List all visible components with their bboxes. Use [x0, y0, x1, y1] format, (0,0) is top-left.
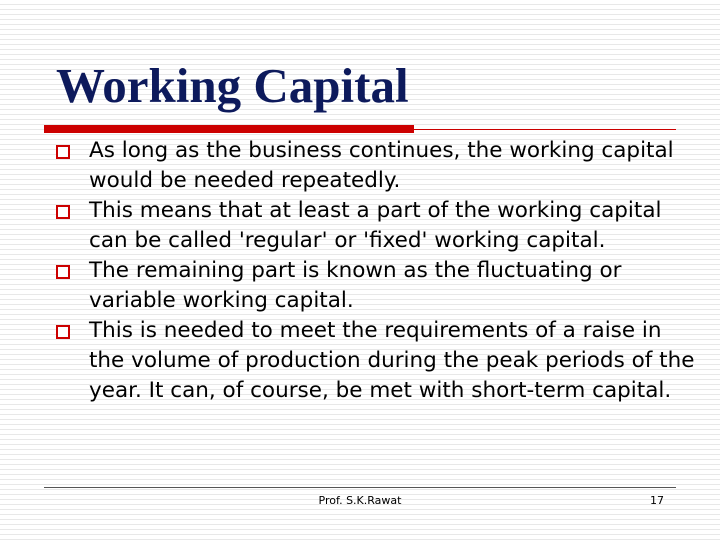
title-underline-bar — [44, 125, 414, 133]
hollow-square-bullet-icon — [56, 145, 70, 159]
bullet-item — [56, 316, 696, 406]
bullet-item — [56, 136, 696, 196]
bullet-list — [56, 136, 696, 406]
hollow-square-bullet-icon — [56, 205, 70, 219]
hollow-square-bullet-icon — [56, 265, 70, 279]
hollow-square-bullet-icon — [56, 325, 70, 339]
page-number: 17 — [650, 494, 664, 507]
title-underline-line — [414, 129, 676, 130]
bullet-item — [56, 196, 696, 256]
footer-divider — [44, 487, 676, 488]
bullet-text: This means that at least a part of the working capital can be called 'regular' or 'fixed' working capital. — [89, 198, 662, 253]
bullet-text: This is needed to meet the requirements of a raise in the volume of production during the peak periods of the year. It can, of course, be met with short-term capital. — [89, 318, 695, 403]
slide-title: Working Capital — [56, 58, 409, 113]
bullet-text: The remaining part is known as the fluctuating or variable working capital. — [89, 258, 622, 313]
bullet-item — [56, 256, 696, 316]
footer-author: Prof. S.K.Rawat — [318, 494, 402, 507]
bullet-text: As long as the business continues, the working capital would be needed repeatedly. — [89, 138, 674, 193]
